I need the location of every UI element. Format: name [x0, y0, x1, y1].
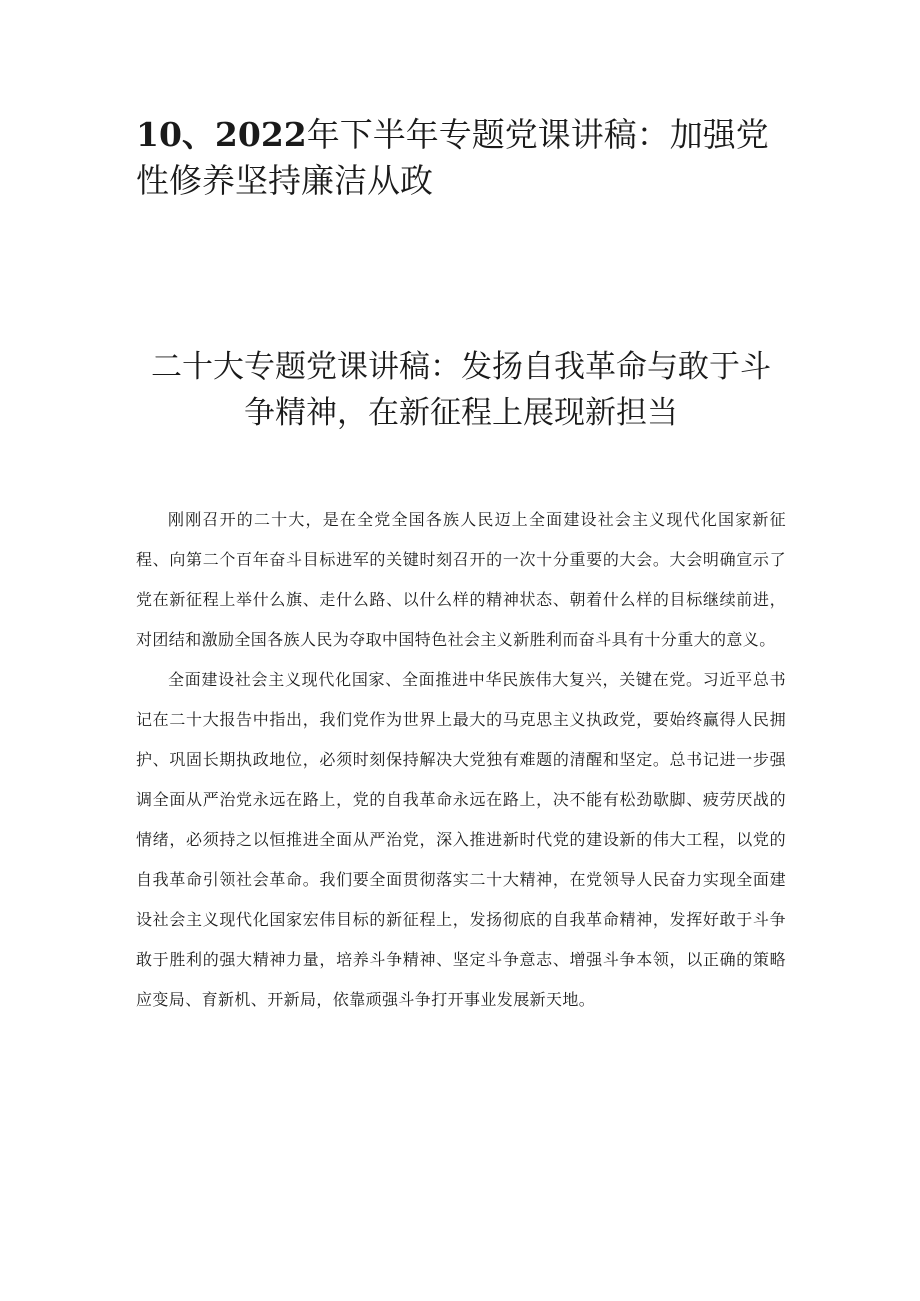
body-text: [136, 500, 786, 1020]
title-text: 年下半年专题党课讲稿：加强党性修养坚持廉洁从政: [136, 115, 769, 200]
section-subtitle: 二十大专题党课讲稿：发扬自我革命与敢于斗争精神，在新征程上展现新担当: [151, 349, 771, 431]
paragraph: 刚刚召开的二十大，是在全党全国各族人民迈上全面建设社会主义现代化国家新征程、向第二个百年奋斗目标进军的关键时刻召开的一次十分重要的大会。大会明确宣示了党在新征程上举什么旗、走什么路、以什么样的精神状态、朝着什么样的目标继续前进，对团结和激励全国各族人民为夺取中国特色社会主义新胜利而奋斗具有十分重大的意义。: [136, 510, 786, 649]
title-number: 10、2022: [136, 115, 307, 154]
document-title: [136, 112, 796, 204]
paragraph: 全面建设社会主义现代化国家、全面推进中华民族伟大复兴，关键在党。习近平总书记在二十大报告中指出，我们党作为世界上最大的马克思主义执政党，要始终赢得人民拥护、巩固长期执政地位，必须时刻保持解决大党独有难题的清醒和坚定。总书记进一步强调全面从严治党永远在路上，党的自我革命永远在路上，决不能有松劲歇脚、疲劳厌战的情绪，必须持之以恒推进全面从严治党，深入推进新时代党的建设新的伟大工程，以党的自我革命引领社会革命。我们要全面贯彻落实二十大精神，在党领导人民奋力实现全面建设社会主义现代化国家宏伟目标的新征程上，发扬彻底的自我革命精神，发挥好敢于斗争敢于胜利的强大精神力量，培养斗争精神、坚定斗争意志、增强斗争本领，以正确的策略应变局、育新机、开新局，依靠顽强斗争打开事业发展新天地。: [136, 670, 786, 1009]
